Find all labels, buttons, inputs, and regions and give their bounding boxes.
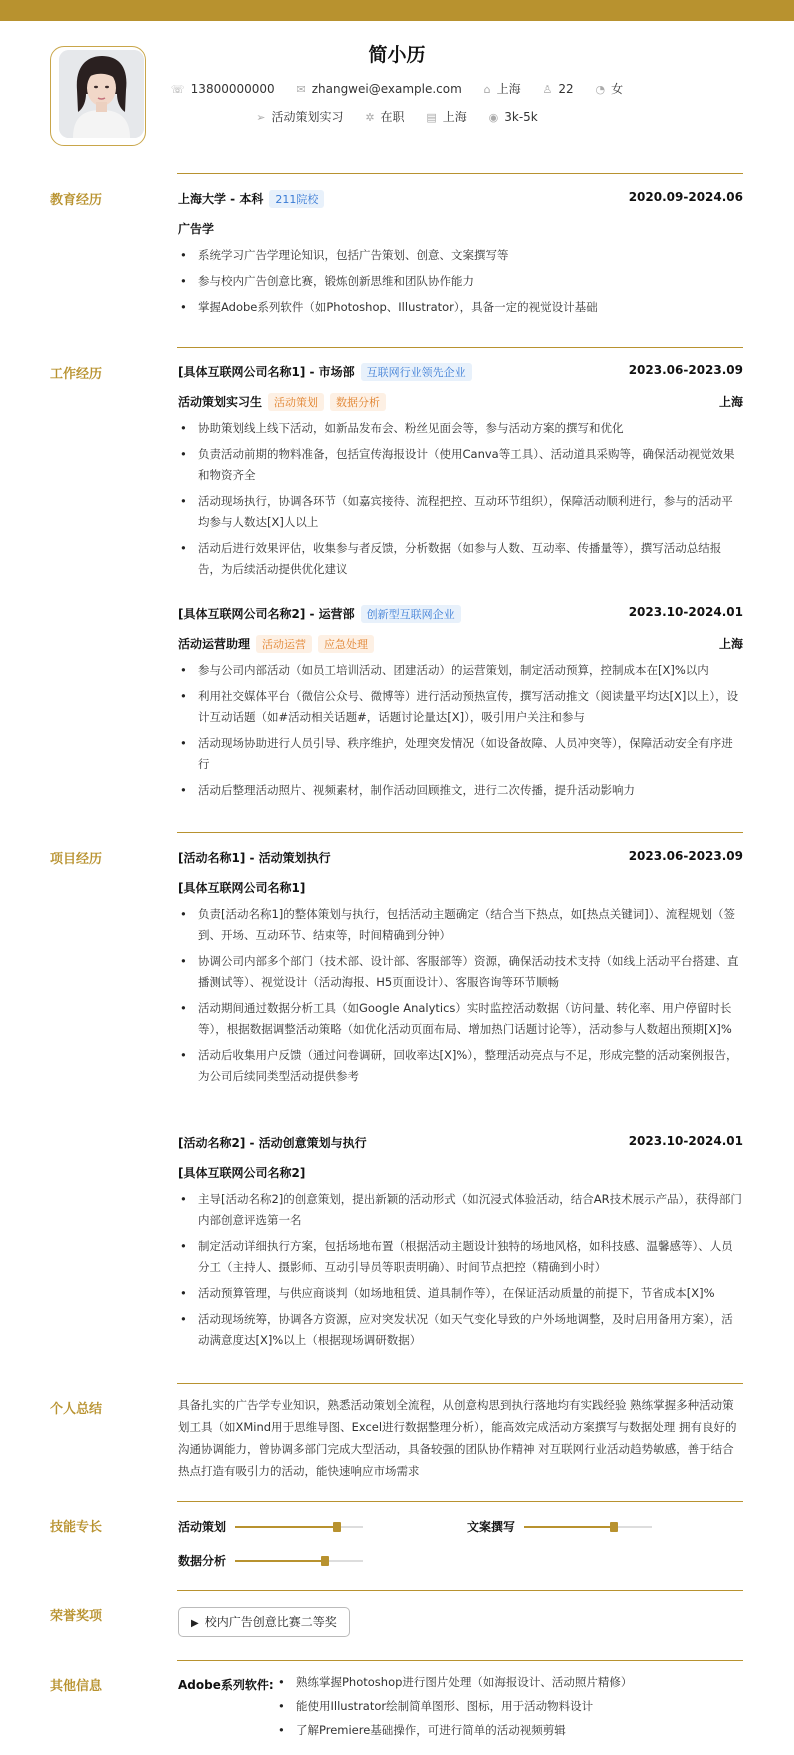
project-2-date: 2023.10-2024.01 — [628, 1134, 743, 1148]
work-2-date: 2023.10-2024.01 — [628, 605, 743, 619]
list-item: • 参与校内广告创意比赛，锻炼创新思维和团队协作能力 — [178, 271, 743, 292]
skill-name: 文案撰写 — [467, 1520, 516, 1534]
education-date: 2020.09-2024.06 — [628, 190, 743, 204]
home-icon: ⌂ — [483, 83, 491, 96]
other-bullets — [276, 1672, 743, 1744]
list-item: • 负责[活动名称1]的整体策划与执行，包括活动主题确定（结合当下热点，如[热点关键词]）、流程规划（签到、开场、互动环节、结束等，时间精确到分钟） — [178, 904, 743, 946]
project-2-title: [活动名称2] - 活动创意策划与执行 — [178, 1136, 367, 1150]
skill-bar-fill — [235, 1526, 337, 1528]
work-1-role: 活动策划实习生 — [178, 395, 263, 409]
contact-info-row — [0, 80, 794, 97]
work-2-tag-1: 活动运营 — [256, 635, 312, 653]
email-text: zhangwei@example.com — [311, 82, 462, 96]
section-divider — [177, 832, 743, 833]
play-icon: ▶ — [191, 1618, 199, 1629]
summary-text: 具备扎实的广告学专业知识，熟悉活动策划全流程，从创意构思到执行落地均有实践经验 熟练掌握多种活动策划工具（如XMind用于思维导图、Excel进行数据整理分析），能高效完成活动方案撰写与数据处理 拥有良好的沟通协调能力，曾协调多部门完成大型活动，具备较强的团队协作精神 对互联网行业活动趋势敏感，善于结合热点打造有吸引力的活动，能快速响应市场需求 — [178, 1398, 737, 1478]
city-item — [484, 80, 521, 97]
candidate-name: 简小历 — [368, 44, 426, 66]
top-accent-bar — [0, 0, 794, 21]
section-title-skills: 技能专长 — [50, 1520, 103, 1535]
work-1-role-row — [178, 393, 743, 411]
list-item: • 协助策划线上线下活动，如新品发布会、粉丝见面会等，参与活动方案的撰写和优化 — [178, 418, 743, 439]
other-label: Adobe系列软件: — [178, 1678, 274, 1692]
skill-bar-fill — [524, 1526, 614, 1528]
work-2-location: 上海 — [718, 637, 743, 651]
school-name: 上海大学 - 本科 — [178, 192, 264, 206]
phone-text: 13800000000 — [190, 82, 275, 96]
project-2-header — [178, 1134, 743, 1151]
work-2-company-tag: 创新型互联网企业 — [361, 605, 461, 623]
city-text: 上海 — [496, 82, 521, 96]
major-name: 广告学 — [178, 222, 215, 236]
work-2-company: [具体互联网公司名称2] - 运营部 — [178, 607, 355, 621]
work-1-header — [178, 363, 743, 381]
work-1-company: [具体互联网公司名称1] - 市场部 — [178, 365, 355, 379]
work-2-bullets — [178, 660, 743, 806]
target-city-text: 上海 — [442, 110, 467, 124]
section-divider — [177, 1383, 743, 1384]
skill-name: 活动策划 — [178, 1520, 227, 1534]
mail-icon: ✉ — [296, 83, 306, 96]
section-divider — [177, 1660, 743, 1661]
project-2-bullets — [178, 1189, 743, 1356]
age-icon: ♙ — [542, 83, 553, 96]
work-1-date: 2023.06-2023.09 — [628, 363, 743, 377]
school-tag: 211院校 — [269, 190, 324, 208]
job-target-item — [256, 108, 343, 125]
skill-bar — [235, 1560, 363, 1562]
skill-bar-fill — [235, 1560, 325, 1562]
list-item: • 参与公司内部活动（如员工培训活动、团建活动）的运营策划，制定活动预算，控制成本在[X]%以内 — [178, 660, 743, 681]
section-title-honors: 荣誉奖项 — [50, 1609, 103, 1624]
list-item: • 活动后整理活动照片、视频素材，制作活动回顾推文，进行二次传播，提升活动影响力 — [178, 780, 743, 801]
email-item — [296, 82, 461, 96]
work-2-tag-2: 应急处理 — [318, 635, 374, 653]
section-divider — [177, 1590, 743, 1591]
project-1-date: 2023.06-2023.09 — [628, 849, 743, 863]
list-item: • 活动现场执行，协调各环节（如嘉宾接待、流程把控、互动环节组织），保障活动顺利进行，参与的活动平均参与人数达[X]人以上 — [178, 491, 743, 533]
work-2-role-row — [178, 635, 743, 653]
skill-bar-knob — [333, 1522, 341, 1532]
job-intention-row — [0, 108, 794, 125]
section-title-work: 工作经历 — [50, 367, 103, 382]
gender-icon: ◔ — [595, 83, 606, 96]
list-item: • 能使用Illustrator绘制简单图形、图标，用于活动物料设计 — [276, 1696, 743, 1717]
work-1-company-tag: 互联网行业领先企业 — [361, 363, 472, 381]
work-2-role: 活动运营助理 — [178, 637, 251, 651]
age-text: 22 — [558, 82, 574, 96]
project-1-title: [活动名称1] - 活动策划执行 — [178, 851, 331, 865]
list-item: • 掌握Adobe系列软件（如Photoshop、Illustrator），具备一定的视觉设计基础 — [178, 297, 743, 318]
list-item: • 系统学习广告学理论知识，包括广告策划、创意、文案撰写等 — [178, 245, 743, 266]
section-title-education: 教育经历 — [50, 193, 103, 208]
skill-bar-knob — [610, 1522, 618, 1532]
list-item: • 制定活动详细执行方案，包括场地布置（根据活动主题设计独特的场地风格，如科技感、温馨感等）、人员分工（主持人、摄影师、互动引导员等职责明确）、时间节点把控（精确到小时） — [178, 1236, 743, 1278]
list-item: • 主导[活动名称2]的创意策划，提出新颖的活动形式（如沉浸式体验活动，结合AR技术展示产品），获得部门内部创意评选第一名 — [178, 1189, 743, 1231]
salary-icon: ◉ — [488, 111, 499, 124]
list-item: • 活动后收集用户反馈（通过问卷调研，回收率达[X]%），整理活动亮点与不足，形成完整的活动案例报告，为公司后续同类型活动提供参考 — [178, 1045, 743, 1087]
list-item: • 活动现场协助进行人员引导、秩序维护，处理突发情况（如设备故障、人员冲突等），保障活动安全有序进行 — [178, 733, 743, 775]
education-header — [178, 190, 743, 208]
skill-bar — [524, 1526, 652, 1528]
project-1-company: [具体互联网公司名称1] — [178, 881, 306, 895]
age-item — [542, 82, 573, 96]
status-icon: ✲ — [365, 111, 375, 124]
target-city-item — [426, 108, 466, 125]
section-title-project: 项目经历 — [50, 852, 103, 867]
list-item: • 活动预算管理，与供应商谈判（如场地租赁、道具制作等），在保证活动质量的前提下，节省成本[X]% — [178, 1283, 743, 1304]
status-item — [365, 108, 404, 125]
project-1-header — [178, 849, 743, 866]
list-item: • 协调公司内部多个部门（技术部、设计部、客服部等）资源，确保活动技术支持（如线上活动平台搭建、直播测试等）、视觉设计（活动海报、H5页面设计）、客服咨询等环节顺畅 — [178, 951, 743, 993]
project-2-company: [具体互联网公司名称2] — [178, 1166, 306, 1180]
salary-text: 3k-5k — [504, 110, 538, 124]
work-1-tag-2: 数据分析 — [330, 393, 386, 411]
list-item: • 熟练掌握Photoshop进行图片处理（如海报设计、活动照片精修） — [276, 1672, 743, 1693]
job-target-text: 活动策划实习 — [271, 110, 344, 124]
list-item: • 负责活动前期的物料准备，包括宣传海报设计（使用Canva等工具）、活动道具采购等，确保活动视觉效果和物资齐全 — [178, 444, 743, 486]
building-icon: ▤ — [426, 111, 437, 124]
section-divider — [177, 1501, 743, 1502]
project-1-bullets — [178, 904, 743, 1092]
work-1-bullets — [178, 418, 743, 585]
phone-icon: ☏ — [170, 83, 185, 96]
skill-bar — [235, 1526, 363, 1528]
gender-item — [595, 80, 623, 97]
section-divider — [177, 173, 743, 174]
list-item: • 活动期间通过数据分析工具（如Google Analytics）实时监控活动数据（访问量、转化率、用户停留时长等），根据数据调整活动策略（如优化活动页面布局、增加热门话题讨论等），活动参与人数超出预期[X]% — [178, 998, 743, 1040]
work-1-location: 上海 — [718, 395, 743, 409]
section-divider — [177, 347, 743, 348]
list-item: • 活动后进行效果评估，收集参与者反馈，分析数据（如参与人数、互动率、传播量等），撰写活动总结报告，为后续活动提供优化建议 — [178, 538, 743, 580]
work-1-tag-1: 活动策划 — [268, 393, 324, 411]
work-2-header — [178, 605, 743, 623]
list-item: • 活动现场统筹，协调各方资源，应对突发状况（如天气变化导致的户外场地调整，及时启用备用方案），活动满意度达[X]%以上（根据现场调研数据） — [178, 1309, 743, 1351]
skill-bar-knob — [321, 1556, 329, 1566]
list-item: • 利用社交媒体平台（微信公众号、微博等）进行活动预热宣传，撰写活动推文（阅读量平均达[X]以上），设计互动话题（如#活动相关话题#，话题讨论量达[X]），吸引用户关注和参与 — [178, 686, 743, 728]
salary-item — [489, 110, 538, 124]
send-icon: ➢ — [256, 111, 266, 124]
award-text: 校内广告创意比赛二等奖 — [204, 1615, 337, 1629]
list-item: • 了解Premiere基础操作，可进行简单的活动视频剪辑 — [276, 1720, 743, 1741]
section-title-summary: 个人总结 — [50, 1402, 103, 1417]
skill-name: 数据分析 — [178, 1554, 227, 1568]
education-bullets — [178, 245, 743, 323]
status-text: 在职 — [380, 110, 405, 124]
gender-text: 女 — [611, 82, 624, 96]
section-title-other: 其他信息 — [50, 1679, 103, 1694]
award-item — [178, 1607, 350, 1637]
phone-item — [171, 82, 275, 96]
